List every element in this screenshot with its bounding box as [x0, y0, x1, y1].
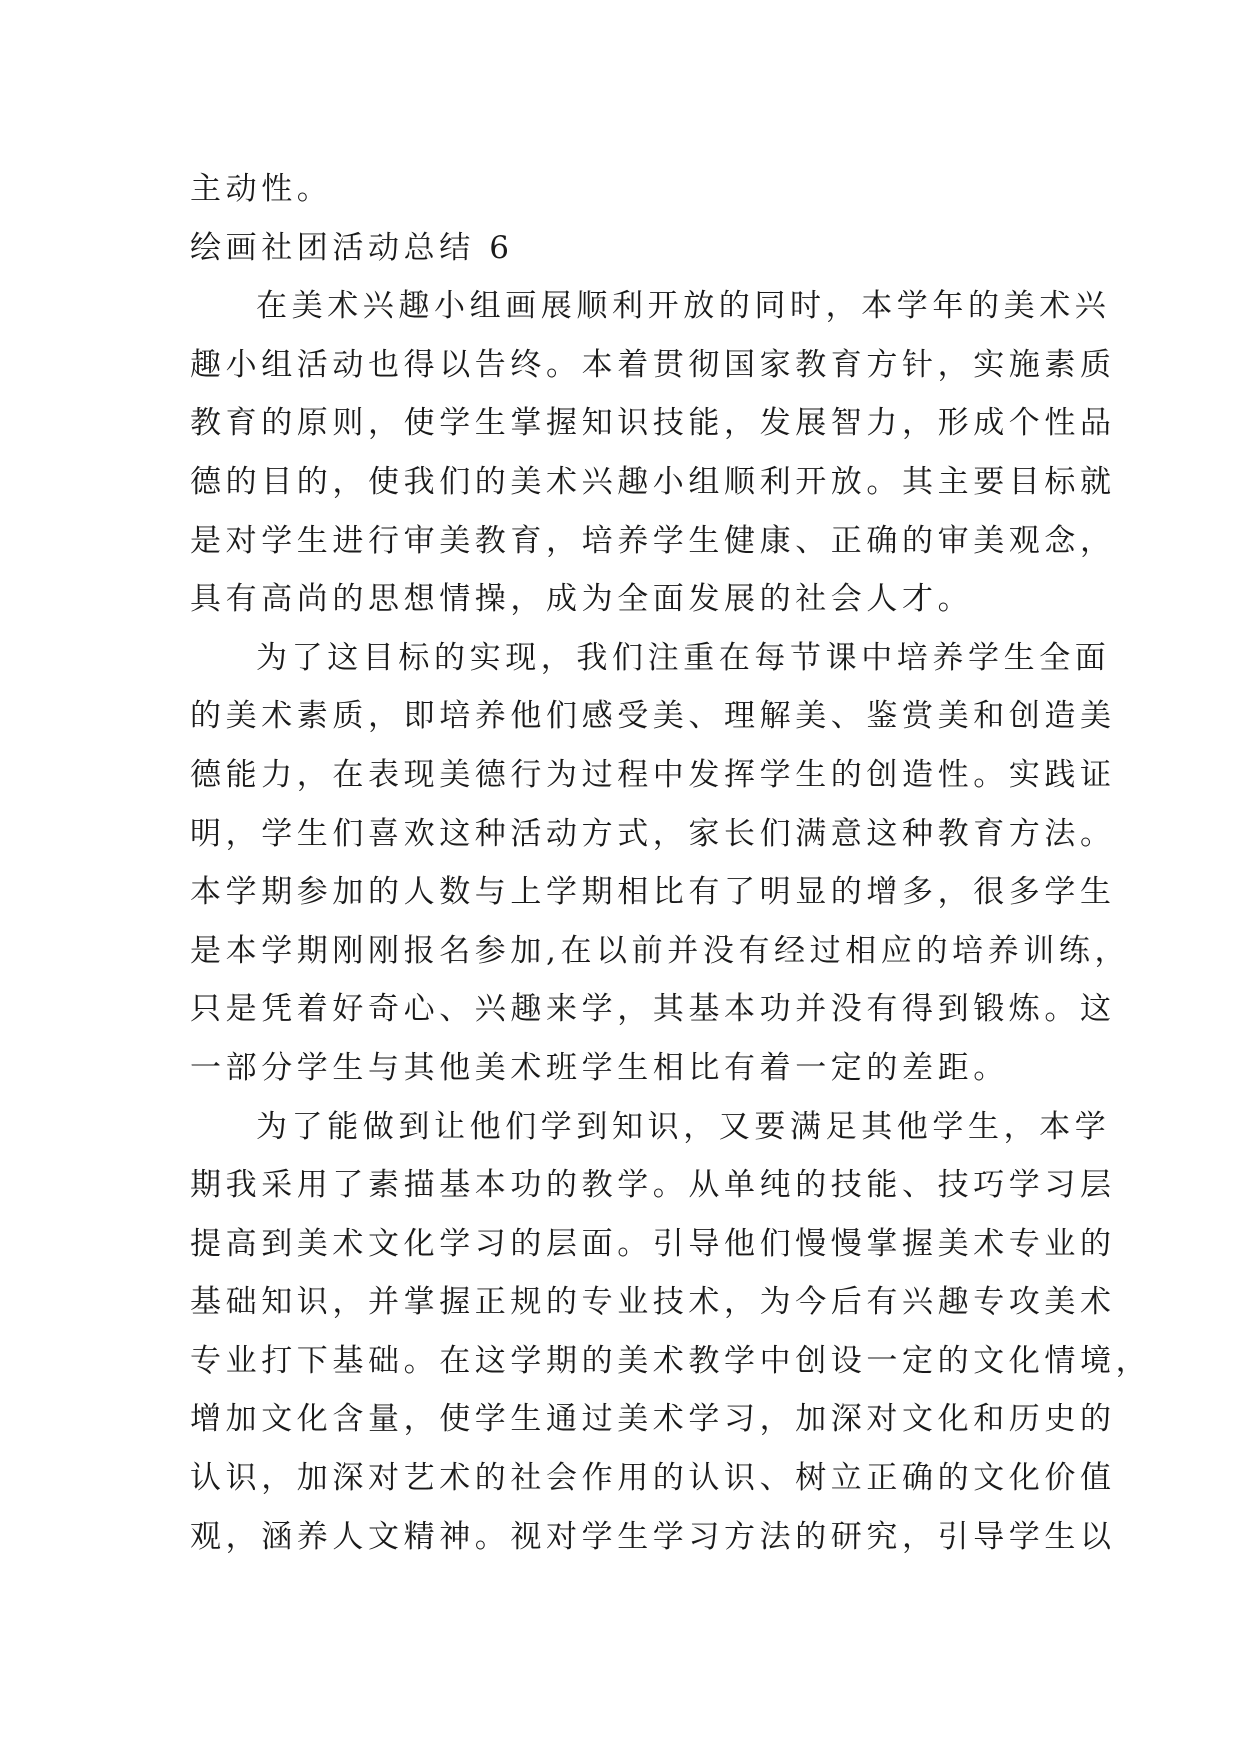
paragraph-first-line: 为了能做到让他们学到知识，又要满足其他学生，本学	[256, 1108, 1111, 1145]
text-line: 趣小组活动也得以告终。本着贯彻国家教育方针，实施素质	[190, 346, 1116, 383]
paragraph-first-line: 为了这目标的实现，我们注重在每节课中培养学生全面	[256, 639, 1111, 676]
text-line: 是对学生进行审美教育，培养学生健康、正确的审美观念，	[190, 522, 1116, 559]
text-line: 德能力，在表现美德行为过程中发挥学生的创造性。实践证	[190, 756, 1116, 793]
paragraph-first-line: 在美术兴趣小组画展顺利开放的同时，本学年的美术兴	[256, 288, 1111, 325]
text-line: 的美术素质，即培养他们感受美、理解美、鉴赏美和创造美	[190, 698, 1116, 735]
text-line: 基础知识，并掌握正规的专业技术，为今后有兴趣专攻美术	[190, 1284, 1116, 1321]
text-line: 专业打下基础。在这学期的美术教学中创设一定的文化情境，	[190, 1342, 1152, 1379]
section-title: 绘画社团活动总结 6	[190, 229, 514, 266]
text-line: 一部分学生与其他美术班学生相比有着一定的差距。	[190, 1049, 1009, 1086]
text-line: 认识，加深对艺术的社会作用的认识、树立正确的文化价值	[190, 1460, 1116, 1497]
text-line: 期我采用了素描基本功的教学。从单纯的技能、技巧学习层	[190, 1167, 1116, 1204]
text-line: 增加文化含量，使学生通过美术学习，加深对文化和历史的	[190, 1401, 1116, 1438]
text-line: 本学期参加的人数与上学期相比有了明显的增多，很多学生	[190, 874, 1116, 911]
text-line: 德的目的，使我们的美术兴趣小组顺利开放。其主要目标就	[190, 463, 1116, 500]
text-line: 是本学期刚刚报名参加,在以前并没有经过相应的培养训练，	[190, 932, 1131, 969]
document-page	[190, 160, 1152, 1566]
text-line: 具有高尚的思想情操，成为全面发展的社会人才。	[190, 581, 974, 618]
text-line: 主动性。	[190, 171, 333, 207]
text-line: 只是凭着好奇心、兴趣来学，其基本功并没有得到锻炼。这	[190, 991, 1116, 1028]
text-line: 观，涵养人文精神。视对学生学习方法的研究，引导学生以	[190, 1518, 1116, 1555]
text-line: 提高到美术文化学习的层面。引导他们慢慢掌握美术专业的	[190, 1225, 1116, 1262]
text-line: 明，学生们喜欢这种活动方式，家长们满意这种教育方法。	[190, 815, 1116, 852]
text-line: 教育的原则，使学生掌握知识技能，发展智力，形成个性品	[190, 405, 1116, 442]
